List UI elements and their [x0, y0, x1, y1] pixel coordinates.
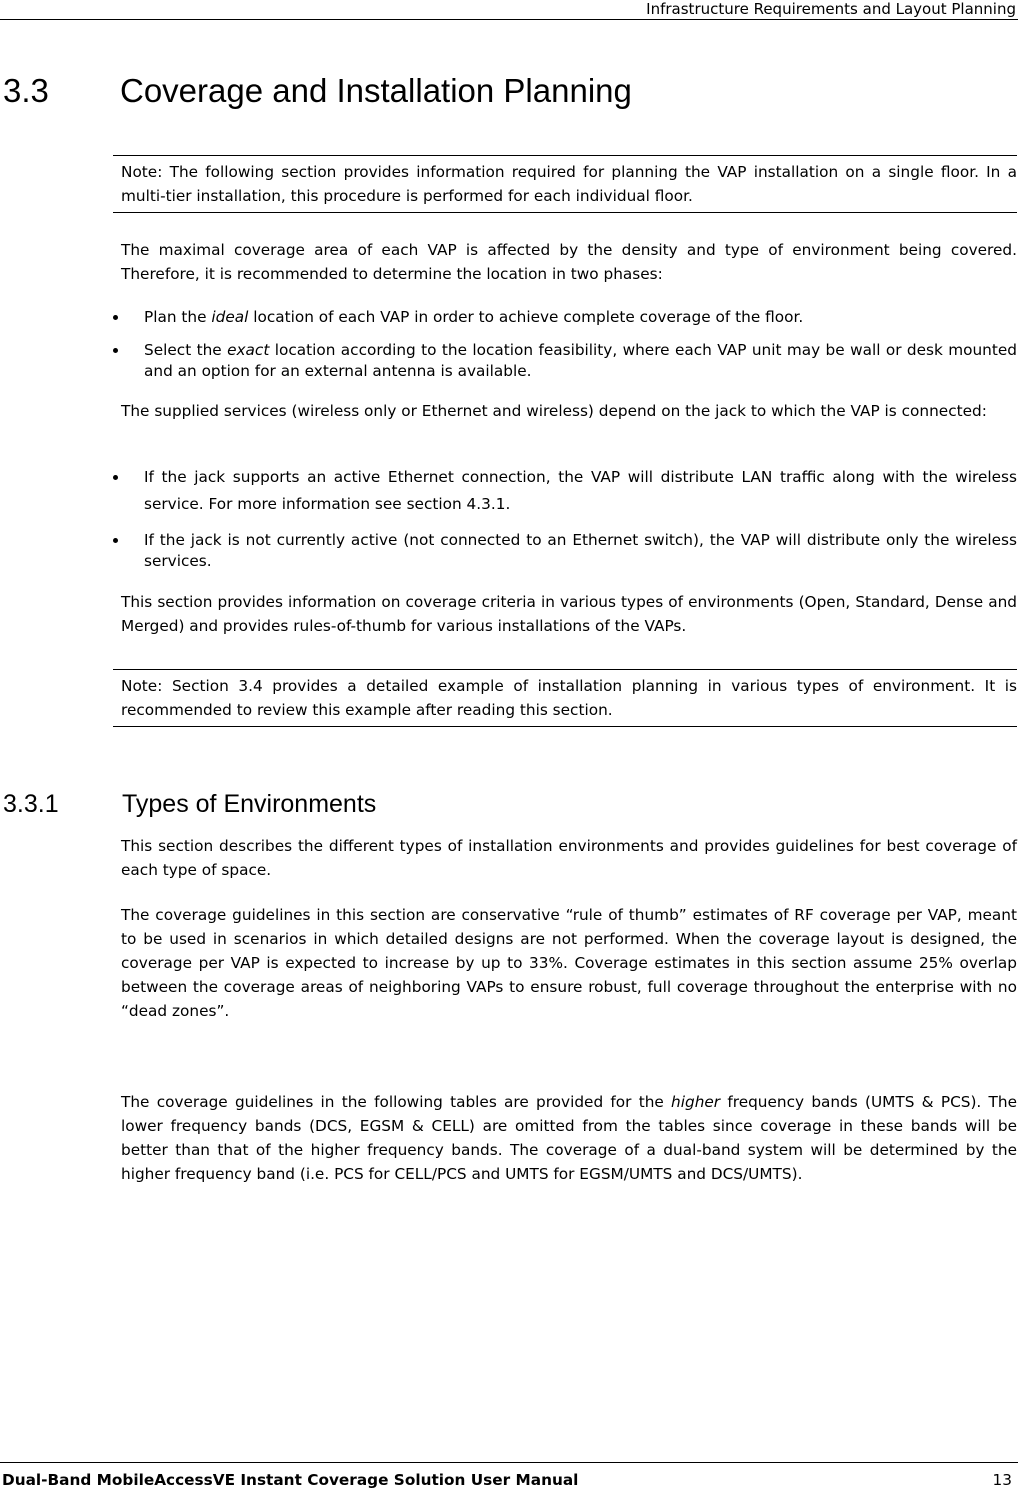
bullet-icon [113, 315, 118, 320]
note-single-floor: Note: The following section provides information required for planning the VAP installation on a single floor. In a multi-tier installation, this procedure is performed for each individual floor. [113, 155, 1017, 213]
bullet-item-exact [113, 340, 1017, 382]
bullet-item-inactive-jack [113, 530, 1017, 572]
emphasis-ideal: ideal [211, 308, 249, 326]
section-title: Coverage and Installation Planning [120, 72, 632, 109]
bullet-text: Select the exact location according to the location feasibility, where each VAP unit may be wall or desk mounted and an option for an external antenna is available. [144, 341, 1017, 380]
note-section-reference: Note: Section 3.4 provides a detailed example of installation planning in various types of environment. It is recommended to review this example after reading this section. [113, 669, 1017, 727]
running-header-title: Infrastructure Requirements and Layout Planning [646, 0, 1016, 18]
bullet-text: If the jack supports an active Ethernet connection, the VAP will distribute LAN traffic along with the wireless service. For more information see section 4.3.1. [144, 468, 1017, 513]
paragraph-supplied-services: The supplied services (wireless only or Ethernet and wireless) depend on the jack to which the VAP is connected: [121, 402, 987, 420]
bullet-icon [113, 348, 118, 353]
paragraph-coverage-guidelines: The coverage guidelines in this section are conservative “rule of thumb” estimates of RF coverage per VAP, meant to be used in scenarios in which detailed designs are not performed. When the coverage layout is designed, the coverage per VAP is expected to increase by up to 33%. Coverage estimates in this section assume 25% overlap between the coverage areas of neighboring VAPs to ensure robust, full coverage throughout the enterprise with no “dead zones”. [121, 906, 1017, 1020]
emphasis-exact: exact [227, 341, 270, 359]
paragraph-coverage-criteria: This section provides information on coverage criteria in various types of environments (Open, Standard, Dense and Merged) and provides rules-of-thumb for various installations of the VAPs. [121, 593, 1017, 635]
page-number: 13 [992, 1471, 1012, 1489]
paragraph-frequency-bands: The coverage guidelines in the following tables are provided for the higher frequency bands (UMTS & PCS). The lower frequency bands (DCS, EGSM & CELL) are omitted from the tables since coverage in these bands will be better than that of the higher frequency bands. The coverage of a dual-band system will be determined by the higher frequency band (i.e. PCS for CELL/PCS and UMTS for EGSM/UMTS and DCS/UMTS). [121, 1093, 1017, 1183]
paragraph-coverage-area: The maximal coverage area of each VAP is affected by the density and type of environment being covered. Therefore, it is recommended to determine the location in two phases: [121, 241, 1017, 283]
section-heading [3, 70, 632, 112]
section-number: 3.3 [3, 72, 49, 109]
emphasis-higher: higher [671, 1093, 721, 1111]
bullet-icon [113, 538, 118, 543]
bullet-item-active-jack [113, 464, 1017, 518]
subsection-number: 3.3.1 [3, 790, 59, 818]
subsection-heading [3, 787, 376, 821]
bullet-text: If the jack is not currently active (not connected to an Ethernet switch), the VAP will distribute only the wireless services. [144, 531, 1017, 570]
footer-manual-title: Dual-Band MobileAccessVE Instant Coverage Solution User Manual [2, 1471, 579, 1489]
bullet-icon [113, 475, 118, 480]
bullet-item-ideal [113, 307, 1017, 328]
bullet-text: Plan the ideal location of each VAP in order to achieve complete coverage of the floor. [144, 308, 804, 326]
page-footer [0, 1462, 1018, 1489]
paragraph-environment-types: This section describes the different types of installation environments and provides guidelines for best coverage of each type of space. [121, 837, 1017, 879]
subsection-title: Types of Environments [122, 790, 377, 818]
page-header [0, 0, 1018, 20]
